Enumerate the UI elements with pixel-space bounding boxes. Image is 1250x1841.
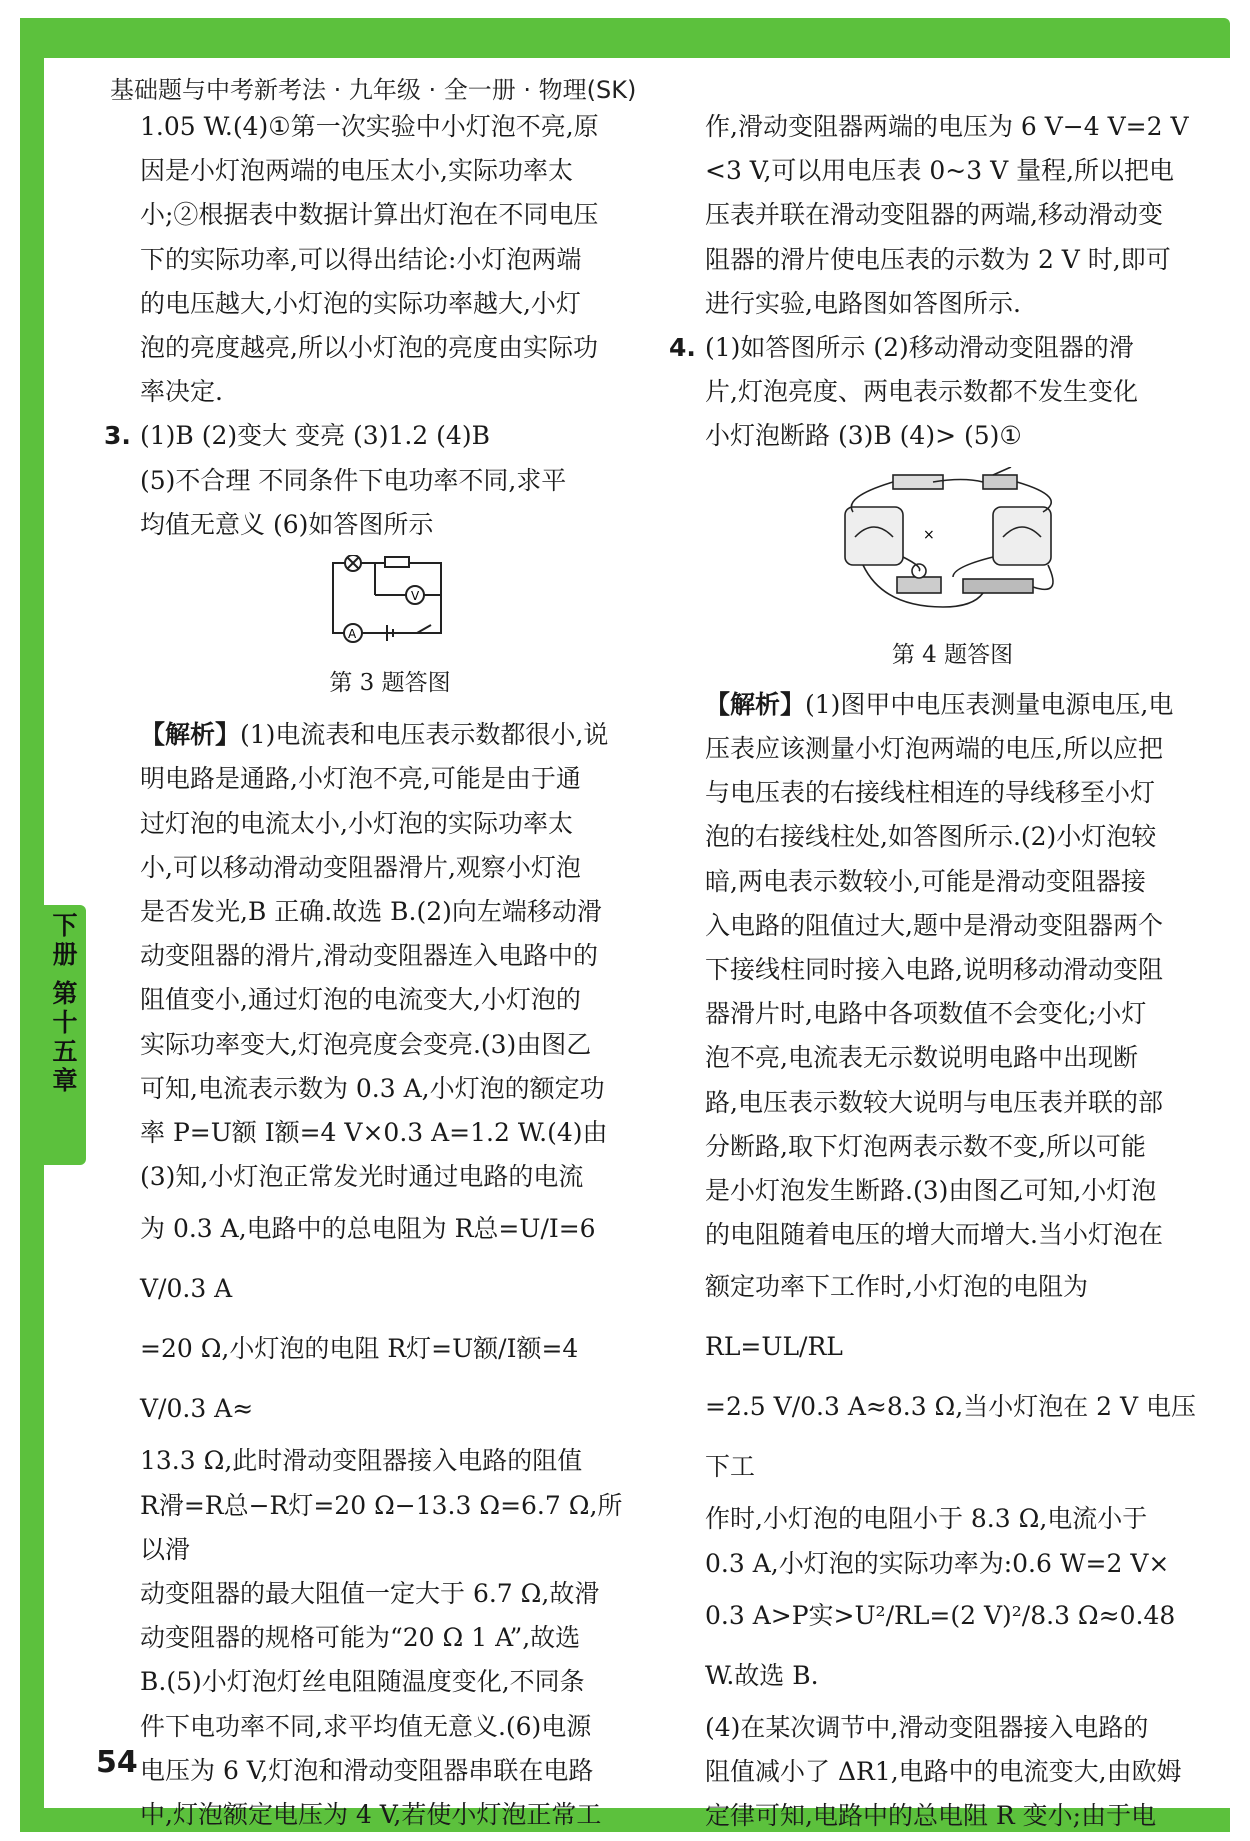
answer-line: 均值无意义 (6)如答图所示 <box>140 509 434 539</box>
text-line: 下的实际功率,可以得出结论:小灯泡两端 <box>140 244 582 274</box>
answer-line: (1)如答图所示 (2)移动滑动变阻器的滑 <box>705 333 1134 363</box>
equation-line: =20 Ω,小灯泡的电阻 R灯=U额/I额=4 V/0.3 A≈ <box>140 1334 579 1424</box>
question-number: 4. <box>669 333 696 363</box>
analysis-line: 小,可以移动滑动变阻器滑片,观察小灯泡 <box>140 852 581 882</box>
analysis-label: 【解析】 <box>705 689 806 719</box>
right-column <box>669 105 1200 1838</box>
analysis-line: (4)在某次调节中,滑动变阻器接入电路的 <box>705 1712 1149 1742</box>
svg-text:V: V <box>411 589 420 604</box>
chapter-char: 十 <box>52 1008 78 1037</box>
chapter-char: 第 <box>52 979 78 1008</box>
analysis-line: 是否发光,B 正确.故选 B.(2)向左端移动滑 <box>140 897 602 927</box>
text-line: 作,滑动变阻器两端的电压为 6 V−4 V=2 V <box>705 112 1189 141</box>
text-line: 进行实验,电路图如答图所示. <box>705 288 1021 318</box>
text-line: 1.05 W.(4)①第一次实验中小灯泡不亮,原 <box>140 112 599 141</box>
answer-line: (1)B (2)变大 变亮 (3)1.2 (4)B <box>140 421 490 451</box>
analysis-line: R滑=R总−R灯=20 Ω−13.3 Ω=6.7 Ω,所以滑 <box>140 1490 623 1564</box>
svg-text:A: A <box>348 627 357 642</box>
analysis-line: 阻值变小,通过灯泡的电流变大,小灯泡的 <box>140 985 581 1015</box>
analysis-line: (1)图甲中电压表测量电源电压,电 <box>805 689 1174 719</box>
chapter-side-tab <box>44 905 86 1165</box>
text-line: 率决定. <box>140 377 223 407</box>
analysis-line: 阻值减小了 ΔR1,电路中的电流变大,由欧姆 <box>705 1757 1182 1787</box>
svg-text:×: × <box>922 526 935 543</box>
text-line: 阻器的滑片使电压表的示数为 2 V 时,即可 <box>705 244 1171 274</box>
analysis-line: 泡的右接线柱处,如答图所示.(2)小灯泡较 <box>705 822 1157 852</box>
circuit-diagram-q3 <box>140 555 640 659</box>
analysis-line: 过灯泡的电流太小,小灯泡的实际功率太 <box>140 808 573 838</box>
circuit-photo-q4 <box>705 467 1200 631</box>
analysis-line: 13.3 Ω,此时滑动变阻器接入电路的阻值 <box>140 1446 583 1476</box>
analysis-line: (3)知,小灯泡正常发光时通过电路的电流 <box>140 1162 584 1192</box>
analysis-line: B.(5)小灯泡灯丝电阻随温度变化,不同条 <box>140 1667 585 1697</box>
analysis-line: 明电路是通路,小灯泡不亮,可能是由于通 <box>140 764 581 794</box>
analysis-label: 【解析】 <box>140 720 241 750</box>
analysis-line: 入电路的阻值过大,题中是滑动变阻器两个 <box>705 910 1163 940</box>
analysis-line: 压表应该测量小灯泡两端的电压,所以应把 <box>705 734 1163 764</box>
analysis-line: 动变阻器的滑片,滑动变阻器连入电路中的 <box>140 941 598 971</box>
analysis-line: 与电压表的右接线柱相连的导线移至小灯 <box>705 778 1156 808</box>
answer-line: 片,灯泡亮度、两电表示数都不发生变化 <box>705 377 1138 407</box>
equation-line: 0.3 A>P实>U²/RL=(2 V)²/8.3 Ω≈0.48 W.故选 B. <box>705 1600 1176 1690</box>
analysis-line: 暗,两电表示数较小,可能是滑动变阻器接 <box>705 866 1146 896</box>
page-number: 54 <box>96 1745 138 1780</box>
chapter-char: 五 <box>52 1037 78 1066</box>
analysis-line: 动变阻器的规格可能为“20 Ω 1 A”,故选 <box>140 1623 581 1653</box>
text-line: 泡的亮度越亮,所以小灯泡的亮度由实际功 <box>140 333 598 363</box>
analysis-line: 实际功率变大,灯泡亮度会变亮.(3)由图乙 <box>140 1029 592 1059</box>
text-line: 小;②根据表中数据计算出灯泡在不同电压 <box>140 200 599 230</box>
volume-char: 册 <box>52 940 78 969</box>
equation-line: 额定功率下工作时,小灯泡的电阻为 RL=UL/RL <box>705 1272 1088 1362</box>
chapter-char: 章 <box>52 1066 78 1095</box>
analysis-line: 动变阻器的最大阻值一定大于 6.7 Ω,故滑 <box>140 1579 600 1609</box>
figure-caption-q4: 第 4 题答图 <box>891 641 1014 668</box>
analysis-line: 率 P=U额 I额=4 V×0.3 A=1.2 W.(4)由 <box>140 1118 608 1148</box>
analysis-line: 器滑片时,电路中各项数值不会变化;小灯 <box>705 999 1147 1029</box>
volume-char: 下 <box>52 911 78 940</box>
analysis-line: 路,电压表示数较大说明与电压表并联的部 <box>705 1087 1163 1117</box>
analysis-line: 电压为 6 V,灯泡和滑动变阻器串联在电路 <box>140 1755 594 1785</box>
analysis-line: 可知,电流表示数为 0.3 A,小灯泡的额定功 <box>140 1073 605 1103</box>
answer-line: 小灯泡断路 (3)B (4)> (5)① <box>705 421 1022 451</box>
analysis-line: 作时,小灯泡的电阻小于 8.3 Ω,电流小于 <box>705 1504 1148 1534</box>
question-number: 3. <box>104 421 131 451</box>
text-line: 压表并联在滑动变阻器的两端,移动滑动变 <box>705 200 1163 230</box>
figure-caption-q3: 第 3 题答图 <box>329 670 451 697</box>
page-header: 基础题与中考新考法 · 九年级 · 全一册 · 物理(SK) <box>110 76 637 104</box>
analysis-line: 泡不亮,电流表无示数说明电路中出现断 <box>705 1043 1138 1073</box>
analysis-line: 是小灯泡发生断路.(3)由图乙可知,小灯泡 <box>705 1176 1157 1206</box>
analysis-line: (1)电流表和电压表示数都很小,说 <box>240 720 609 750</box>
answer-line: (5)不合理 不同条件下电功率不同,求平 <box>140 465 567 495</box>
equation-line: 为 0.3 A,电路中的总电阻为 R总=U/I=6 V/0.3 A <box>140 1214 596 1304</box>
analysis-line: 定律可知,电路中的总电阻 R 变小;由于电 <box>705 1801 1157 1831</box>
equation-line: =2.5 V/0.3 A≈8.3 Ω,当小灯泡在 2 V 电压下工 <box>705 1392 1197 1482</box>
analysis-line: 的电阻随着电压的增大而增大.当小灯泡在 <box>705 1220 1163 1250</box>
analysis-line: 下接线柱同时接入电路,说明移动滑动变阻 <box>705 955 1163 985</box>
top-border <box>20 18 1230 58</box>
text-line: 的电压越大,小灯泡的实际功率越大,小灯 <box>140 288 581 318</box>
analysis-line: 分断路,取下灯泡两表示数不变,所以可能 <box>705 1131 1146 1161</box>
analysis-line: 中,灯泡额定电压为 4 V,若使小灯泡正常工 <box>140 1800 602 1830</box>
analysis-line: 件下电功率不同,求平均值无意义.(6)电源 <box>140 1711 592 1741</box>
left-border <box>20 18 44 1818</box>
text-line: <3 V,可以用电压表 0~3 V 量程,所以把电 <box>705 156 1175 186</box>
analysis-line: 0.3 A,小灯泡的实际功率为:0.6 W=2 V× <box>705 1548 1170 1578</box>
text-line: 因是小灯泡两端的电压太小,实际功率太 <box>140 156 573 186</box>
